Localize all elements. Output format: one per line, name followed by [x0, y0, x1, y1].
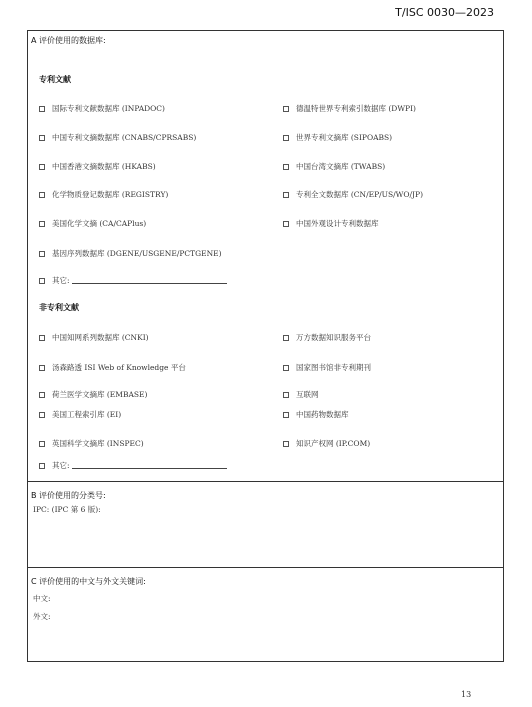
checkbox[interactable]: [283, 412, 289, 418]
other-input-line[interactable]: [72, 277, 227, 284]
checkbox[interactable]: [39, 392, 45, 398]
checkbox[interactable]: [283, 135, 289, 141]
checkbox[interactable]: [283, 335, 289, 341]
foreign-keywords-label: 外文:: [33, 612, 51, 621]
checkbox[interactable]: [39, 251, 45, 257]
section-a-title: A 评价使用的数据库:: [31, 36, 106, 45]
option-wanfang[interactable]: [283, 332, 371, 343]
option-registry[interactable]: [39, 189, 168, 200]
option-label: 国际专利文献数据库 (INPADOC): [52, 104, 165, 113]
option-patent-other[interactable]: [39, 275, 227, 286]
option-label: 中国药物数据库: [296, 410, 349, 419]
option-dgene[interactable]: [39, 248, 222, 259]
section-b-title: B 评价使用的分类号:: [31, 491, 106, 500]
checkbox[interactable]: [283, 392, 289, 398]
option-nlc[interactable]: [283, 362, 371, 373]
option-drug-db[interactable]: [283, 409, 349, 420]
option-label: 中国香港文摘数据库 (HKABS): [52, 162, 156, 171]
option-inspec[interactable]: [39, 438, 144, 449]
checkbox[interactable]: [39, 463, 45, 469]
option-fulltext[interactable]: [283, 189, 423, 200]
option-label: 中国台湾文摘库 (TWABS): [296, 162, 386, 171]
checkbox[interactable]: [39, 412, 45, 418]
checkbox[interactable]: [39, 278, 45, 284]
option-hkabs[interactable]: [39, 161, 156, 172]
option-design[interactable]: [283, 218, 379, 229]
option-cnabs[interactable]: [39, 132, 196, 143]
option-embase[interactable]: [39, 389, 147, 400]
checkbox[interactable]: [283, 192, 289, 198]
checkbox[interactable]: [283, 106, 289, 112]
option-cnki[interactable]: [39, 332, 149, 343]
checkbox[interactable]: [39, 164, 45, 170]
option-sipoabs[interactable]: [283, 132, 392, 143]
option-label: 汤森路透 ISI Web of Knowledge 平台: [52, 363, 186, 372]
option-label: 中国专利文摘数据库 (CNABS/CPRSABS): [52, 133, 197, 142]
checkbox[interactable]: [283, 441, 289, 447]
option-label: 中国知网系列数据库 (CNKI): [52, 333, 149, 342]
checkbox[interactable]: [39, 365, 45, 371]
option-internet[interactable]: [283, 389, 319, 400]
option-isi[interactable]: [39, 362, 186, 373]
option-nonpatent-other[interactable]: [39, 460, 227, 471]
checkbox[interactable]: [39, 106, 45, 112]
option-label: 互联网: [296, 390, 319, 399]
checkbox[interactable]: [283, 365, 289, 371]
option-twabs[interactable]: [283, 161, 385, 172]
checkbox[interactable]: [39, 221, 45, 227]
option-label: 知识产权网 (IP.COM): [296, 439, 371, 448]
option-label: 国家图书馆非专利期刊: [296, 363, 371, 372]
option-label: 万方数据知识服务平台: [296, 333, 371, 342]
option-label: 其它:: [52, 276, 70, 285]
option-label: 其它:: [52, 461, 70, 470]
option-label: 英国科学文摘库 (INSPEC): [52, 439, 144, 448]
page-number: 13: [461, 690, 472, 699]
option-label: 美国工程索引库 (EI): [52, 410, 122, 419]
checkbox[interactable]: [283, 221, 289, 227]
section-b-classification: [28, 482, 503, 568]
checkbox[interactable]: [39, 135, 45, 141]
standard-number: T/ISC 0030—2023: [395, 6, 494, 19]
option-label: 化学物质登记数据库 (REGISTRY): [52, 190, 169, 199]
option-caplus[interactable]: [39, 218, 146, 229]
ipc-line[interactable]: IPC: (IPC 第 6 版):: [33, 505, 101, 514]
patent-literature-title: 专利文献: [39, 75, 71, 84]
checkbox[interactable]: [283, 164, 289, 170]
option-ipcom[interactable]: [283, 438, 370, 449]
checkbox[interactable]: [39, 441, 45, 447]
evaluation-form: [27, 30, 504, 662]
option-dwpi[interactable]: [283, 103, 416, 114]
option-label: 基因序列数据库 (DGENE/USGENE/PCTGENE): [52, 249, 222, 258]
option-label: 德温特世界专利索引数据库 (DWPI): [296, 104, 416, 113]
section-a-databases: [28, 31, 503, 482]
checkbox[interactable]: [39, 192, 45, 198]
option-label: 世界专利文摘库 (SIPOABS): [296, 133, 393, 142]
checkbox[interactable]: [39, 335, 45, 341]
option-inpadoc[interactable]: [39, 103, 165, 114]
section-c-title: C 评价使用的中文与外文关键词:: [31, 577, 146, 586]
option-label: 美国化学文摘 (CA/CAPlus): [52, 219, 147, 228]
section-c-keywords: [28, 568, 503, 663]
chinese-keywords-label: 中文:: [33, 594, 51, 603]
option-ei[interactable]: [39, 409, 121, 420]
option-label: 专利全文数据库 (CN/EP/US/WO/JP): [296, 190, 424, 199]
non-patent-literature-title: 非专利文献: [39, 303, 79, 312]
other-input-line[interactable]: [72, 462, 227, 469]
option-label: 荷兰医学文摘库 (EMBASE): [52, 390, 148, 399]
option-label: 中国外观设计专利数据库: [296, 219, 379, 228]
